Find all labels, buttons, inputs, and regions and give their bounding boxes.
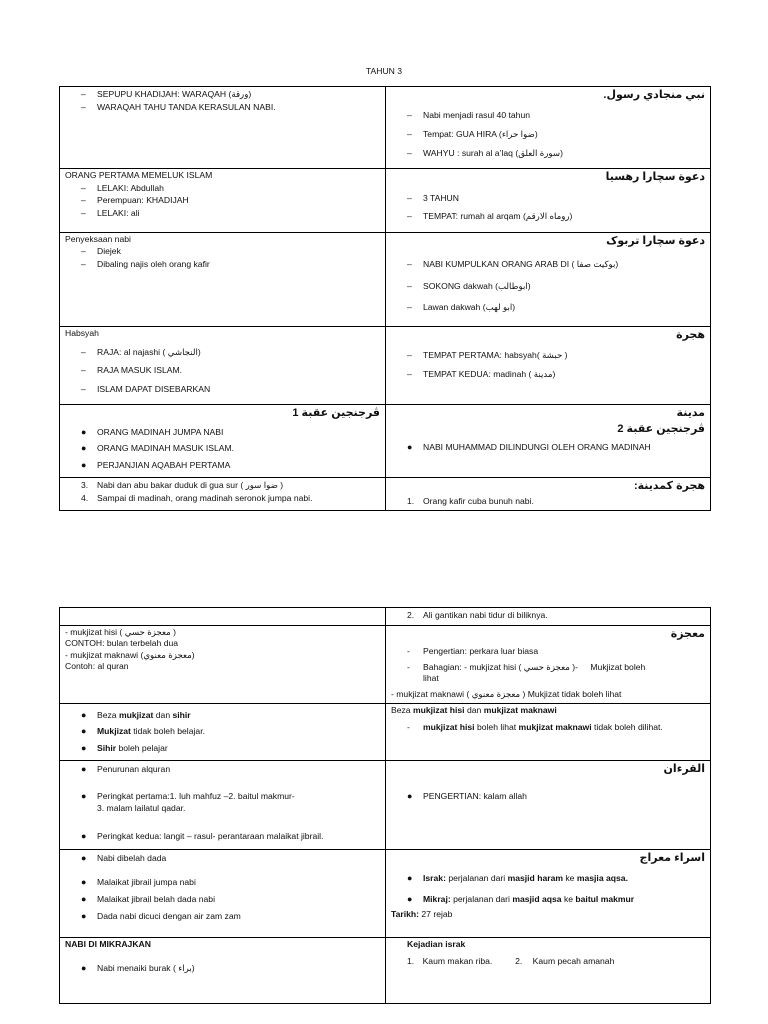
list-item: ● Nabi menaiki burak ( براء) [65, 962, 380, 975]
list-item [65, 709, 380, 722]
list-item: ● PENGERTIAN: kalam allah [391, 790, 705, 803]
list-item: – LELAKI: Abdullah [65, 183, 380, 195]
list-item: – TEMPAT KEDUA: madinah ( مدينة) [391, 369, 705, 381]
section-heading: نبي منجادي رسول. [603, 89, 705, 101]
list-item [391, 610, 705, 622]
list-item: ● Peringkat kedua: langit – rasul- perantaraan malaikat jibrail. [65, 830, 380, 843]
list-item: ● ORANG MADINAH MASUK ISLAM. [65, 442, 380, 455]
item-text: Nabi dan abu bakar duduk di gua sur ( ضوا سور ) [97, 480, 284, 491]
cell-right [386, 87, 711, 169]
item-number: 1. [407, 956, 415, 967]
list-item [391, 893, 705, 906]
item-text: dan [155, 709, 171, 720]
keyword: Mikraj: [423, 893, 451, 904]
list-item: ● Penurunan alquran [65, 763, 380, 776]
item-text: Beza [97, 709, 117, 720]
text-line: - mukjizat hisi ( معجزة حسي ) [65, 626, 177, 637]
item-text: ke [563, 893, 574, 904]
list-item [65, 480, 380, 492]
table-row [60, 608, 711, 626]
list-item: – TEMPAT: rumah al arqam (روماه الارقم) [391, 211, 705, 223]
cell-heading: NABI DI MIKRAJKAN [65, 938, 151, 949]
item-number: 2. [407, 610, 415, 620]
cell-left [60, 625, 386, 703]
cell-left [60, 608, 386, 626]
cell-left [60, 405, 386, 478]
list-item: ● PERJANJIAN AQABAH PERTAMA [65, 459, 380, 472]
cell-right [386, 478, 711, 511]
item-number: 3. [81, 480, 89, 491]
list-item: ● Nabi dibelah dada [65, 852, 380, 865]
cell-left [60, 169, 386, 233]
list-item: – RAJA: al najashi ( النجاشي) [65, 347, 380, 359]
item-text: Peringkat pertama:1. luh mahfuz –2. baitul makmur- [97, 790, 295, 801]
keyword: masjid haram [507, 873, 563, 884]
table-row [60, 405, 711, 478]
keyword: Israk: [423, 873, 446, 884]
text-line: Contoh: al quran [65, 661, 129, 672]
keyword: mukjizat hisi [412, 704, 465, 715]
list-item: ● Malaikat jibrail belah dada nabi [65, 893, 380, 906]
item-text: boleh pelajar [118, 742, 168, 753]
cell-heading: Habsyah [65, 327, 99, 338]
item-text: boleh lihat [476, 722, 517, 733]
cell-right [386, 625, 711, 703]
cell-right [386, 232, 711, 326]
table-row [60, 478, 711, 511]
list-item: – RAJA MASUK ISLAM. [65, 365, 380, 377]
list-item: – Lawan dakwah (ابو لهب) [391, 302, 705, 314]
cell-right [386, 608, 711, 626]
cell-left [60, 937, 386, 1003]
cell-right [386, 169, 711, 233]
list-item [65, 742, 380, 755]
cell-right [386, 326, 711, 404]
list-item: – LELAKI: ali [65, 208, 380, 220]
item-number: 4. [81, 493, 89, 504]
list-item: – WAHYU : surah al a’laq (سورة العلق) [391, 148, 705, 160]
list-item: – TEMPAT PERTAMA: habsyah( حبشة ) [391, 350, 705, 362]
keyword: mukjizat hisi [423, 722, 475, 733]
cell-left [60, 703, 386, 761]
item-text: dan [466, 704, 482, 715]
keyword: sihir [172, 709, 191, 720]
cell-right [386, 405, 711, 478]
list-item [391, 496, 705, 508]
item-text: Orang kafir cuba bunuh nabi. [423, 495, 534, 506]
keyword: mukjizat maknawi [483, 704, 557, 715]
list-item [65, 790, 380, 814]
text-line [391, 909, 705, 921]
section-heading: القرءان [663, 763, 705, 776]
keyword: Tarikh: [391, 909, 420, 920]
section-heading: دعوة سچارا تربوک [606, 234, 705, 247]
item-text: Kaum makan riba. [422, 956, 493, 967]
section-heading: اسراء معراج [639, 851, 705, 864]
item-text: Bahagian: - mukjizat hisi ( معجزة حسي )- [423, 661, 578, 672]
list-item: ● ORANG MADINAH JUMPA NABI [65, 426, 380, 439]
keyword: mukjizat maknawi [518, 722, 592, 733]
item-text: Ali gantikan nabi tidur di biliknya. [423, 610, 548, 620]
keyword: baitul makmur [575, 893, 635, 904]
list-item: – Diejek [65, 246, 380, 258]
text-line: - mukjizat maknawi (معجزة معنوي) [65, 649, 195, 660]
table-row [60, 703, 711, 761]
list-item [391, 956, 705, 968]
table-row [60, 232, 711, 326]
cell-heading: Penyeksaan nabi [65, 233, 131, 244]
keyword: Mukjizat [97, 726, 131, 737]
item-text: lihat [423, 673, 439, 684]
section-heading: دعوة سچارا رهسيا [605, 171, 705, 184]
page-title: TAHUN 3 [365, 66, 403, 76]
list-item [391, 872, 705, 885]
section-heading: معجزة [670, 627, 705, 640]
list-item: – SOKONG dakwah (ابوطالب) [391, 281, 705, 293]
cell-left [60, 232, 386, 326]
list-item: – ISLAM DAPAT DISEBARKAN [65, 384, 380, 396]
table-row [60, 761, 711, 849]
list-item: ● NABI MUHAMMAD DILINDUNGI OLEH ORANG MADINAH [391, 441, 705, 454]
list-item: – NABI KUMPULKAN ORANG ARAB DI ( بوکيت صفا) [391, 259, 705, 271]
keyword: masjid aqsa [512, 893, 562, 904]
item-text: Mukjizat boleh [590, 661, 646, 672]
notes-table-2 [59, 607, 711, 1004]
cell-heading: ORANG PERTAMA MEMELUK ISLAM [65, 170, 213, 181]
list-item: - Pengertian: perkara luar biasa [391, 646, 705, 658]
table-row [60, 937, 711, 1003]
section-heading: هجرة [676, 328, 705, 341]
list-item: – 3 TAHUN [391, 193, 705, 205]
cell-heading: Kejadian israk [407, 938, 466, 949]
text-line: CONTOH: bulan terbelah dua [65, 638, 179, 649]
cell-right [386, 937, 711, 1003]
cell-left [60, 849, 386, 937]
list-item: – Tempat: GUA HIRA (ضوا حراء) [391, 129, 705, 141]
item-text: 27 rejab [421, 909, 453, 920]
item-text: Sampai di madinah, orang madinah seronok jumpa nabi. [97, 493, 313, 504]
list-item [391, 722, 705, 734]
item-text: perjalanan dari [453, 893, 510, 904]
cell-left [60, 326, 386, 404]
item-text: Kaum pecah amanah [532, 956, 615, 967]
section-heading: مدينة [676, 407, 705, 420]
table-row [60, 625, 711, 703]
item-text: tidak boleh belajar. [133, 726, 205, 737]
cell-left [60, 761, 386, 849]
cell-right [386, 849, 711, 937]
keyword: mukjizat [118, 709, 154, 720]
section-heading: ڤرجنجين عقبة 2 [617, 422, 705, 435]
text-line: - mukjizat maknawi ( معجزة معنوي ) Mukjizat tidak boleh lihat [391, 688, 622, 699]
list-item: – Perempuan: KHADIJAH [65, 195, 380, 207]
list-item: – Dibaling najis oleh orang kafir [65, 259, 380, 271]
list-item: ● Malaikat jibrail jumpa nabi [65, 876, 380, 889]
list-item: – SEPUPU KHADIJAH: WARAQAH (ورقة) [65, 89, 380, 101]
table-row [60, 87, 711, 169]
section-heading: ڤرجنجين عقبة 1 [292, 407, 380, 420]
list-item [391, 662, 705, 685]
item-number: 2. [515, 956, 523, 967]
cell-left [60, 478, 386, 511]
text-line [391, 705, 705, 717]
item-text: Beza [391, 704, 411, 715]
cell-right [386, 761, 711, 849]
item-text: 3. malam lailatul qadar. [97, 802, 186, 813]
notes-table-1 [59, 86, 711, 511]
cell-right [386, 703, 711, 761]
table-row [60, 849, 711, 937]
list-item [65, 493, 380, 505]
section-heading: هجرة کمدينة: [633, 480, 705, 493]
list-item: – WARAQAH TAHU TANDA KERASULAN NABI. [65, 102, 380, 114]
keyword: masjia aqsa. [576, 873, 628, 884]
list-item: – Nabi menjadi rasul 40 tahun [391, 110, 705, 122]
item-text: ke [565, 873, 575, 884]
keyword: Sihir [97, 742, 117, 753]
table-row [60, 169, 711, 233]
item-text: tidak boleh dilihat. [594, 722, 663, 733]
table-row [60, 326, 711, 404]
item-number: 1. [407, 495, 415, 506]
list-item: ● Dada nabi dicuci dengan air zam zam [65, 910, 380, 923]
item-text: perjalanan dari [448, 873, 506, 884]
cell-left [60, 87, 386, 169]
list-item [65, 725, 380, 738]
